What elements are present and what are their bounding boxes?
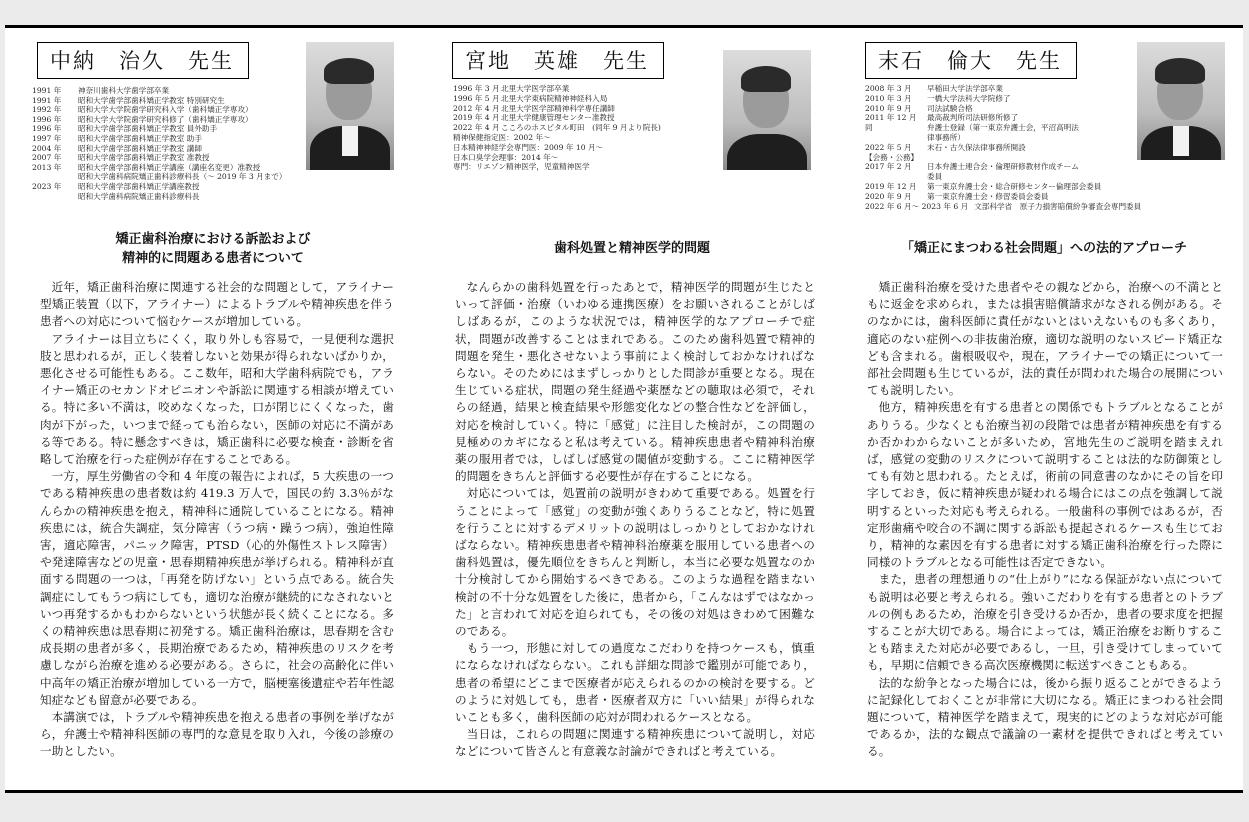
cv-row: 昭和大学歯科病院矯正歯科診療科長（～ 2019 年 3 月まで） [78,172,287,182]
cv-row: 1996 年 昭和大学歯学部歯科矯正学教室 員外助手 [32,124,218,134]
cv-row: 2008 年 3 月 早稲田大学法学部卒業 [865,84,1003,93]
cv-line: 専門：リエゾン精神医学，児童精神医学 [453,162,590,172]
cv-row: 【会務・公務】 [865,152,919,162]
lecture-abstract [867,279,1223,761]
speaker-column-sueishi [863,28,1225,790]
speaker-photo [306,42,394,170]
abstract-paragraph: なんらかの歯科処置を行ったあとで，精神医学的問題が生じたといって評価・治療（いわゆる連携医療）をお願いされることがしばしばあるが，このような状況では，精神医学的なアプローチで症状，問題が改善することはまれである。このため歯科処置で精神的問題を発生・悪化させないよう事前によく検討しておかなければならない。そのためにはまずしっかりとした問診が重要となる。現在生じている症状，問題の発生経過や薬歴などの聴取は必須で，それらの経過，結果と検査結果や形態変化などの整合性などを評価し，対応を検討していく。特に「感覚」に注目した検討が，この問題の見極めのカギになると私は考えている。精神疾患患者や精神科治療薬の服用者では，しばしば感覚の閾値が変動する。ここに精神医学的問題をきちんと評価する必要性が存在することになる。 [455,280,815,484]
cv-row: 1996 年 3 月 北里大学医学部卒業 [453,84,570,93]
cv-row: 2020 年 9 月 第一東京弁護士会・修習委員会委員 [865,191,1049,201]
lecture-title: 矯正歯科治療における訴訟および 精神的に問題ある患者について [115,232,311,266]
speaker-name: 宮地 英雄 先生 [452,42,664,79]
cv-row: 委員 [927,172,943,182]
speaker-cv [32,86,302,201]
cv-row: 2004 年 昭和大学歯学部歯科矯正学教室 講師 [32,143,202,153]
cv-row: 2013 年 昭和大学歯学部歯科矯正学講座（講座名変更）准教授 [32,162,261,172]
speaker-name: 末石 倫大 先生 [865,42,1077,79]
cv-row: 2023 年 昭和大学歯学部歯科矯正学講座教授 [32,181,200,191]
speaker-column-miyachi [447,28,817,790]
cv-row: 2019 年 12 月 第一東京弁護士会・総合研修センター倫理部会委員 [865,181,1102,191]
abstract-paragraph: アライナーは目立ちにくく，取り外しも容易で，一見便利な選択肢と思われるが，正しく装着しないと効果が得られないばかりか，悪化させる可能性もある。ここ数年，昭和大学歯科病院でも，アライナー矯正のセカンドオピニオンや訴訟に関連する相談が増えている。特に多い不満は，咬めなくなった，口が閉じにくくなった，歯肉が下がった，いつまで経っても治らない，医師の対応に不満がある等である。特に懸念すべきは，矯正歯科に必要な検査・診断を省略して治療を行った症例が存在することである。 [40,331,394,467]
cv-row: 1991 年 神奈川歯科大学歯学部卒業 [32,86,170,95]
cv-row: 1997 年 昭和大学歯学部歯科矯正学教室 助手 [32,133,202,143]
abstract-paragraph: 当日は，これらの問題に関連する精神疾患について説明し，対応などについて皆さんと有意義な討論ができればと考えている。 [455,727,815,759]
cv-row: 昭和大学歯科病院矯正歯科診療科長 [78,191,200,201]
lecture-title: 歯科処置と精神医学的問題 [553,241,710,256]
cv-row: 2012 年 4 月 北里大学医学部精神科学専任講師 [453,103,615,113]
cv-row: 1991 年 昭和大学歯学部歯科矯正学教室 特別研究生 [32,95,225,105]
abstract-paragraph: 近年，矯正歯科治療に関連する社会的な問題として，アライナー型矯正装置（以下，アライナー）によるトラブルや精神疾患を伴う患者への対応について悩むケースが増加している。 [40,280,394,329]
abstract-paragraph: 対応については，処置前の説明がきわめて重要である。処置を行うことによって「感覚」の変動が強くありうることなど，特に処置を行うことに対するデメリットの説明はしっかりとしておかなければならない。精神疾患患者や精神科治療薬を服用している患者への歯科処置は，優先順位をきちんと判断し，本当に必要な処置なのか十分検討してから開始するべきである。このような過程を踏まない検討の不十分な処置をした後に，患者から，「こんなはずではなかった」と言われて対応を迫られても，その後の対処はきわめて困難なのである。 [455,486,815,639]
cv-row: 2022 年 5 月 末石・古久保法律事務所開設 [865,142,1026,152]
speaker-column-nakano [30,28,396,790]
cv-line: 日本精神神経学会専門医：2009 年 10 月～ [453,142,604,152]
cv-row: 2011 年 12 月 最高裁判所司法研修所修了 [865,113,1019,123]
abstract-paragraph: 矯正歯科治療を受けた患者やその親などから，治療への不満とともに返金を求められ，または損害賠償請求がなされる例がある。そのなかには，歯科医師に責任がないとはいえないものも多くあり，適応のない症例への非抜歯治療，適切な説明のないスピード矯正なども含まれる。歯根吸収や，現在，アライナーでの矯正について一部社会問題も生じているが，法的責任が問われた場合の展開についても説明したい。 [867,280,1223,398]
abstract-paragraph: 本講演では，トラブルや精神疾患を抱える患者の事例を挙げながら，弁護士や精神科医師の専門的な意見を取り入れ，今後の診療の一助としたい。 [40,710,394,759]
cv-row: 2010 年 3 月 一橋大学法科大学院修了 [865,93,1011,103]
abstract-paragraph: 一方，厚生労働省の令和 4 年度の報告によれば，5 大疾患の一つである精神疾患の患者数は約 419.3 万人で，国民の約 3.3％がなんらかの精神疾患を抱え，精神科に通院していることになる。精神疾患には，統合失調症，気分障害（うつ病・躁うつ病），強迫性障害，適応障害，パニック障害，PTSD（心的外傷性ストレス障害）や発達障害などの児童・思春期精神疾患が挙げられる。精神科が直面する問題の一つは，「再発を防げない」という点である。統合失調症にしてもうつ病にしても，適切な治療が継続的になされないといつ再発するかもわからないという状態が長く続くことになる。多くの精神疾患は思春期に初発する。矯正歯科治療は，思春期を含む成長期の患者が多く，長期治療であるため，精神疾患のリスクを考慮しながら治療を進める必要がある。さらに，社会の高齢化に伴い中高年の矯正治療が増加している一方で，脳梗塞後遺症や若年性認知症なども留意が必要である。 [40,469,394,707]
cv-row: 2019 年 4 月 北里大学健康管理センター准教授 [453,113,615,123]
cv-row: 律事務所） [927,132,965,142]
speaker-cv [453,84,721,172]
cv-row: 2010 年 9 月 司法試験合格 [865,103,973,113]
abstract-paragraph: 法的な紛争となった場合には，後から振り返ることができるように記録化しておくことが非常に大切になる。矯正にまつわる社会問題について，精神医学を踏まえて，現実的にどのような対応が可能であるか，法的な観点で議論の一素材を提供できればと考えている。 [867,675,1223,759]
lecture-abstract [40,279,394,761]
cv-row: 同 弁護士登録（第一東京弁護士会，平沼高明法 [865,123,1079,133]
cv-row: 1996 年 5 月 北里大学東病院精神神経科入局 [453,93,608,103]
speaker-photo [723,50,811,170]
lecture-abstract [455,279,815,761]
program-page [5,25,1243,793]
cv-row: 1996 年 昭和大学大学院歯学研究科修了（歯科矯正学専攻） [32,114,253,124]
cv-line: 日本口臭学会理事：2014 年～ [453,152,559,162]
lecture-title: 「矯正にまつわる社会問題」への法的アプローチ [900,241,1187,256]
abstract-paragraph: もう一つ，形態に対しての過度なこだわりを持つケースも，慎重にならなければならない。これも詳細な問診で鑑別が可能であり，患者の希望にどこまで医療者が応えられるのかの検討を要する。どのように対処しても，患者・医療者双方に「いい結果」が得られないことも多く，歯科医師の応対が問われるケースとなる。 [455,641,815,725]
speaker-cv [865,84,1205,211]
abstract-paragraph: また，患者の理想通りの“仕上がり”になる保証がない点についても説明は必要と考えられる。強いこだわりを有する患者とのトラブルの例もあるため，治療を引き受けるか否か，患者の要求度を把握することが大切である。場合によっては，矯正治療をお断りすることも踏まえた対応が必要であるし，一旦，引き受けてしまっていても，早期に信頼できる高次医療機関に転送すべきこともある。 [867,572,1223,673]
cv-row: 1992 年 昭和大学大学院歯学研究科入学（歯科矯正学専攻） [32,105,253,115]
speaker-name: 中納 治久 先生 [37,42,249,79]
cv-row: 2017 年 2 月 日本弁護士連合会・倫理研修教材作成チーム [865,162,1079,172]
cv-row: 2022 年 4 月 こころのホスピタル町田 (同年 9 月より院長) [453,123,661,133]
cv-row: 2022 年 6 月～ 2023 年 6 月 文部科学省 原子力損害賠償紛争審査会専門委員 [865,201,1142,211]
cv-row: 2007 年 昭和大学歯学部歯科矯正学教室 准教授 [32,153,210,163]
cv-line: 精神保健指定医：2002 年～ [453,132,551,142]
abstract-paragraph: 他方，精神疾患を有する患者との関係でもトラブルとなることがありうる。少なくとも治療当初の段階では患者が精神疾患を有するか否かわからないことが多いため，宮地先生のご説明を踏まえれば，感覚の変動のリスクについて説明することは法的な防御策としても有効と思われる。たとえば，術前の同意書のなかにその旨を印字しておき，仮に精神疾患が疑われる場合にはこの点を強調して説明するといった対応も考えられる。一般歯科の事例ではあるが，否定形歯痛や咬合の不調に関する訴訟も提起されるケースも生じており，精神的な素因を有する患者に対する矯正歯科治療を行った際に同様のトラブルとなる可能性は否定できない。 [867,400,1223,570]
